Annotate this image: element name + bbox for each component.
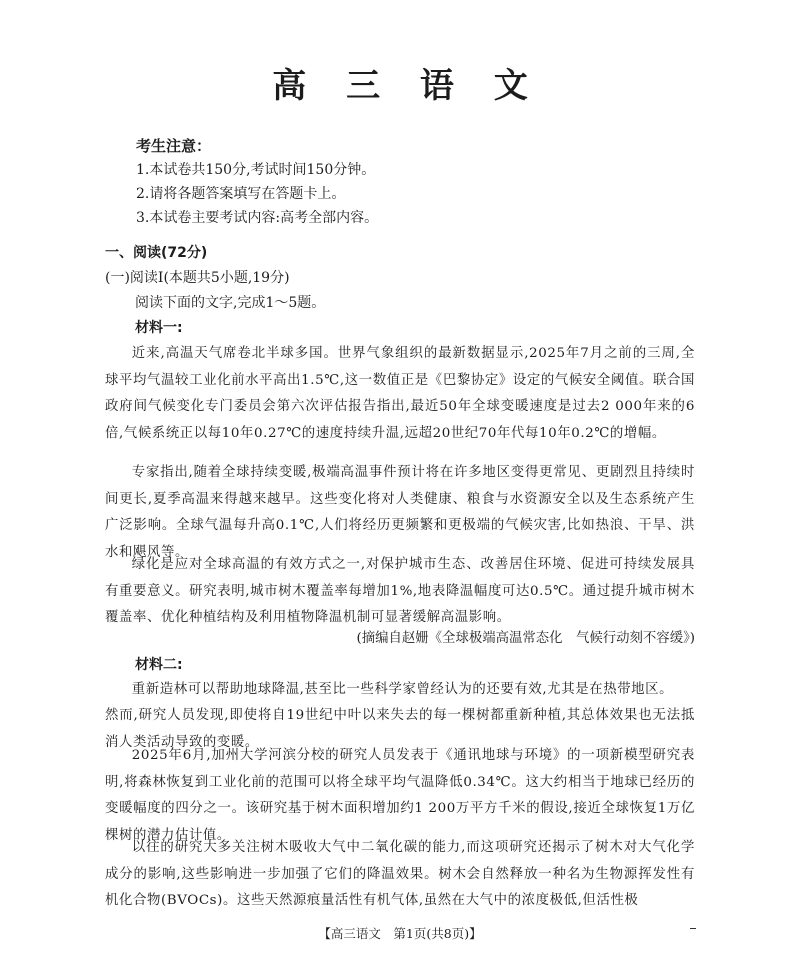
reading-instruction: 阅读下面的文字,完成1～5题。 xyxy=(135,295,326,311)
material-one-source: (摘编自赵姗《全球极端高温常态化 气候行动刻不容缓》) xyxy=(356,631,695,646)
notice-item: 3.本试卷主要考试内容:高考全部内容。 xyxy=(136,210,379,226)
page-title: 高 三 语 文 xyxy=(272,66,542,106)
material-one-heading: 材料一: xyxy=(135,320,183,336)
page-footer: 【高三语文 第1页(共8页)】 xyxy=(318,926,482,941)
section-subtitle: (一)阅读Ⅰ(本题共5小题,19分) xyxy=(105,270,290,286)
material-two-paragraph: 以往的研究大多关注树木吸收大气中二氧化碳的能力,而这项研究还揭示了树木对大气化学成分的影响,这些影响进一步加强了它们的降温效果。树木会自然释放一种名为生物源挥发性有机化合物(BVOCs)。这些天然源痕量活性有机气体,虽然在大气中的浓度极低,但活性极 xyxy=(105,840,695,908)
notice-heading: 考生注意： xyxy=(136,137,212,155)
material-one-paragraph: 专家指出,随着全球持续变暖,极端高温事件预计将在许多地区变得更常见、更剧烈且持续时间更长,夏季高温来得越来越早。这些变化将对人类健康、粮食与水资源安全以及生态系统产生广泛影响。全球气温每升高0.1℃,人们将经历更频繁和更极端的气候灾害,比如热浪、干旱、洪水和飓风等。 xyxy=(105,465,695,560)
material-one-paragraph: 近来,高温天气席卷北半球多国。世界气象组织的最新数据显示,2025年7月之前的三周,全球平均气温较工业化前水平高出1.5℃,这一数值正是《巴黎协定》设定的气候安全阈值。联合国政府间气候变化专门委员会第六次评估报告指出,最近50年全球变暖速度是过去2 000年来的6倍,气候系统正以每10年0.27℃的速度持续升温,远超20世纪70年代每10年0.2℃的增幅。 xyxy=(105,346,695,441)
material-two-paragraph: 然而,研究人员发现,即使将自19世纪中叶以来失去的每一棵树都重新种植,其总体效果也无法抵消人类活动导致的变暖。 xyxy=(105,708,695,750)
candidate-notice xyxy=(136,134,378,230)
notice-item: 1.本试卷共150分,考试时间150分钟。 xyxy=(136,162,376,178)
page-corner-mark xyxy=(690,928,696,929)
section-title: 一、阅读(72分) xyxy=(105,245,208,261)
material-one-paragraph: 绿化是应对全球高温的有效方式之一,对保护城市生态、改善居住环境、促进可持续发展具有重要意义。研究表明,城市树木覆盖率每增加1%,地表降温幅度可达0.5℃。通过提升城市树木覆盖率、优化种植结构及利用植物降温机制可显著缓解高温影响。 xyxy=(105,557,695,625)
notice-item: 2.请将各题答案填写在答题卡上。 xyxy=(136,186,346,202)
material-two-paragraph: 重新造林可以帮助地球降温,甚至比一些科学家曾经认为的还要有效,尤其是在热带地区。 xyxy=(131,682,674,697)
material-two-paragraph: 2025年6月,加州大学河滨分校的研究人员发表于《通讯地球与环境》的一项新模型研究表明,将森林恢复到工业化前的范围可以将全球平均气温降低0.34℃。这大约相当于地球已经历的变暖幅度的四分之一。该研究基于树木面积增加约1 200万平方千米的假设,接近全球恢复1万亿棵树的潜力估计值。 xyxy=(105,748,695,843)
material-two-heading: 材料二: xyxy=(135,657,183,673)
